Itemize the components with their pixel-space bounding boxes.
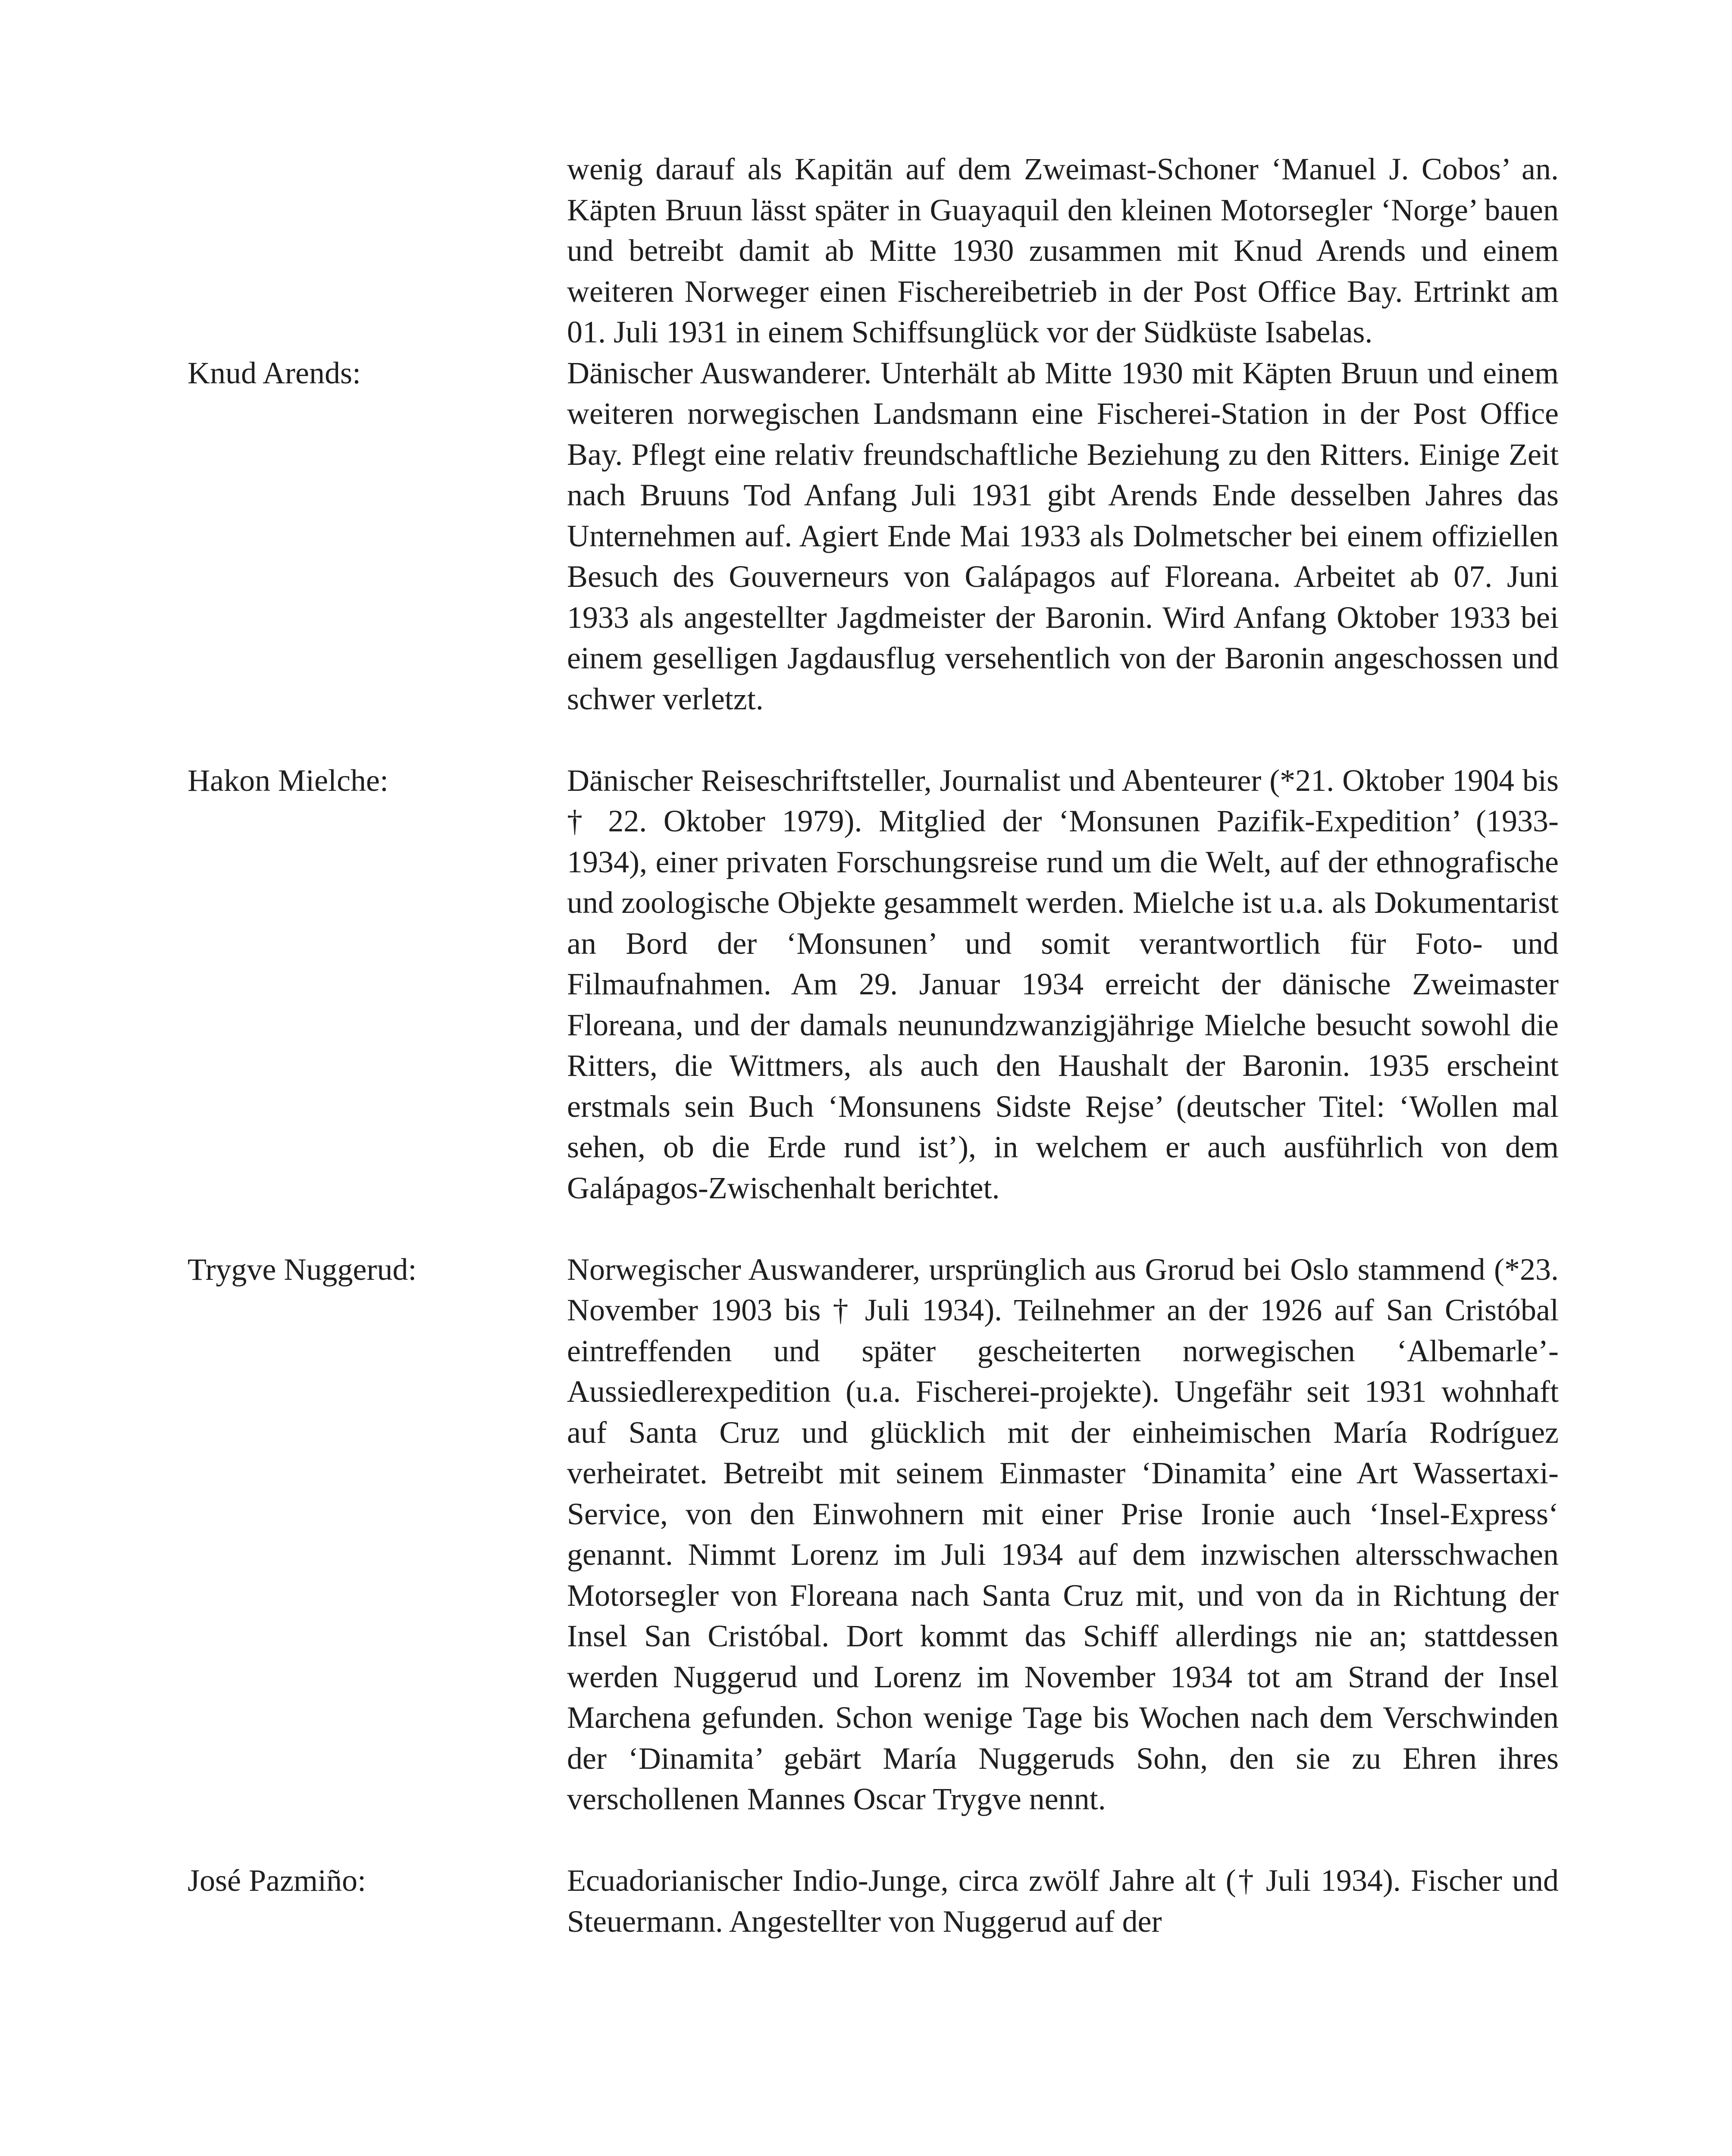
entry-name: José Pazmiño: bbox=[188, 1863, 366, 1898]
entry-spacer bbox=[188, 719, 1559, 760]
entry-description: Norwegischer Auswanderer, ursprünglich aus Grorud bei Oslo stammend (*23. November 1903 bis † Juli 1934). Teilnehmer an der 1926 auf San Cristóbal eintreffenden und später gescheiterten norwegischen ‘Albemarle’-Aussiedlerexpedition (u.a. Fischerei-projekte). Ungefähr seit 1931 wohnhaft auf Santa Cruz und glücklich mit der einheimischen María Rodríguez verheiratet. Betreibt mit seinem Einmaster ‘Dinamita’ eine Art Wassertaxi-Service, von den Einwohnern mit einer Prise Ironie auch ‘Insel-Express‘ genannt. Nimmt Lorenz im Juli 1934 auf dem inzwischen altersschwachen Motorsegler von Floreana nach Santa Cruz mit, und von da in Richtung der Insel San Cristóbal. Dort kommt das Schiff allerdings nie an; stattdessen werden Nuggerud und Lorenz im November 1934 tot am Strand der Insel Marchena gefunden. Schon wenige Tage bis Wochen nach dem Verschwinden der ‘Dinamita’ gebärt María Nuggeruds Sohn, den sie zu Ehren ihres verschollenen Mannes Oscar Trygve nennt. bbox=[567, 1252, 1559, 1816]
glossary-entry-jose-pazmino bbox=[188, 1860, 1559, 1942]
entry-spacer bbox=[188, 1820, 1559, 1861]
entry-name: Hakon Mielche: bbox=[188, 763, 388, 798]
entry-description: Dänischer Auswanderer. Unterhält ab Mitte 1930 mit Käpten Bruun und einem weiteren norwegischen Landsmann eine Fischerei-Station in der Post Office Bay. Pflegt eine relativ freundschaftliche Beziehung zu den Ritters. Einige Zeit nach Bruuns Tod Anfang Juli 1931 gibt Arends Ende desselben Jahres das Unternehmen auf. Agiert Ende Mai 1933 als Dolmetscher bei einem offiziellen Besuch des Gouverneurs von Galápagos auf Floreana. Arbeitet ab 07. Juni 1933 als angestellter Jagdmeister der Baronin. Wird Anfang Oktober 1933 bei einem geselligen Jagdausflug versehentlich von der Baronin angeschossen und schwer verletzt. bbox=[567, 355, 1559, 716]
entry-name: Trygve Nuggerud: bbox=[188, 1252, 417, 1287]
glossary-entry-trygve-nuggerud bbox=[188, 1249, 1559, 1820]
glossary-list bbox=[188, 149, 1559, 1942]
glossary-entry-knud-arends bbox=[188, 353, 1559, 720]
entry-description: Dänischer Reiseschriftsteller, Journalist und Abenteurer (*21. Oktober 1904 bis † 22. Oktober 1979). Mitglied der ‘Monsunen Pazifik-Expedition’ (1933-1934), einer privaten Forschungsreise rund um die Welt, auf der ethnografische und zoologische Objekte gesammelt werden. Mielche ist u.a. als Dokumentarist an Bord der ‘Monsunen’ und somit verantwortlich für Foto- und Filmaufnahmen. Am 29. Januar 1934 erreicht der dänische Zweimaster Floreana, und der damals neunundzwanzigjährige Mielche besucht sowohl die Ritters, die Wittmers, als auch den Haushalt der Baronin. 1935 erscheint erstmals sein Buch ‘Monsunens Sidste Rejse’ (deutscher Titel: ‘Wollen mal sehen, ob die Erde rund ist’), in welchem er auch ausführlich von dem Galápagos-Zwischenhalt berichtet. bbox=[567, 763, 1559, 1205]
entry-description: Ecuadorianischer Indio-Junge, circa zwölf Jahre alt († Juli 1934). Fischer und Steuermann. Angestellter von Nuggerud auf der bbox=[567, 1863, 1559, 1939]
glossary-entry-hakon-mielche bbox=[188, 760, 1559, 1209]
entry-spacer bbox=[188, 1208, 1559, 1249]
entry-description: wenig darauf als Kapitän auf dem Zweimast-Schoner ‘Manuel J. Cobos’ an. Käpten Bruun lässt später in Guayaquil den kleinen Motorsegler ‘Norge’ bauen und betreibt damit ab Mitte 1930 zusammen mit Knud Arends und einem weiteren Norweger einen Fischereibetrieb in der Post Office Bay. Ertrinkt am 01. Juli 1931 in einem Schiffsunglück vor der Südküste Isabelas. bbox=[567, 152, 1559, 349]
glossary-entry-bruun-continued bbox=[188, 149, 1559, 353]
entry-name: Knud Arends: bbox=[188, 355, 361, 390]
